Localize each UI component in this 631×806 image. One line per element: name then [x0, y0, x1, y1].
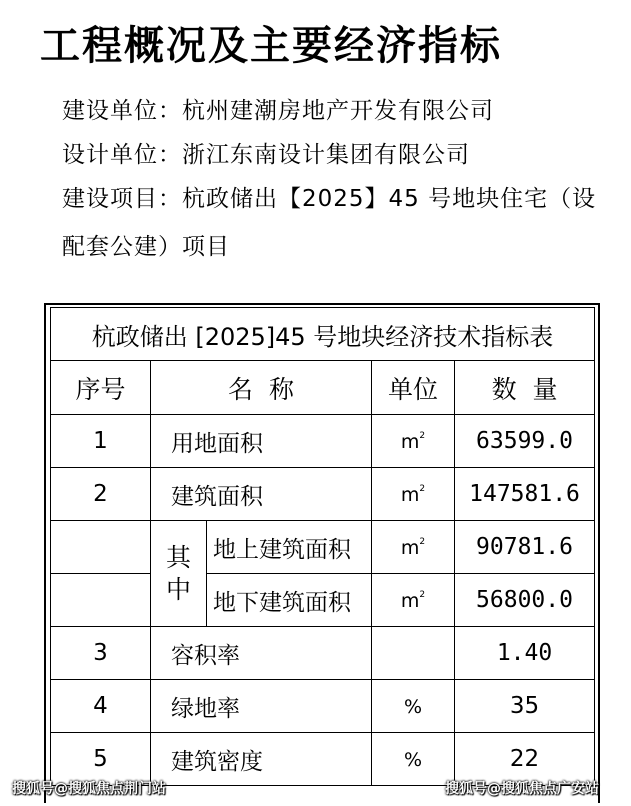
row-quantity: 56800.0 — [455, 574, 595, 627]
row-index: 1 — [51, 415, 151, 468]
header-index: 序号 — [51, 361, 151, 415]
indicator-table-container — [50, 307, 594, 786]
page-title: 工程概况及主要经济指标 — [40, 23, 502, 69]
row-index — [51, 521, 151, 574]
row-index: 2 — [51, 468, 151, 521]
row-unit — [372, 680, 455, 733]
unit-text: m — [400, 590, 420, 612]
row-name: 用地面积 — [151, 415, 372, 468]
indicator-table-frame — [44, 303, 600, 803]
row-name: 建筑面积 — [151, 468, 372, 521]
unit-superscript: 2 — [419, 431, 426, 441]
row-quantity: 22 — [455, 733, 595, 786]
header-unit: 单位 — [372, 361, 455, 415]
row-quantity: 63599.0 — [455, 415, 595, 468]
unit-superscript: 2 — [419, 537, 426, 547]
row-unit — [372, 627, 455, 680]
row-unit — [372, 468, 455, 521]
info-developer: 建设单位：杭州建潮房地产开发有限公司 — [62, 98, 494, 124]
row-unit — [372, 574, 455, 627]
info-project-continued: 配套公建）项目 — [62, 234, 230, 260]
row-index: 4 — [51, 680, 151, 733]
table-row — [51, 680, 595, 733]
row-quantity: 90781.6 — [455, 521, 595, 574]
row-name: 地下建筑面积 — [207, 574, 372, 627]
row-quantity: 147581.6 — [455, 468, 595, 521]
table-row — [51, 468, 595, 521]
table-caption: 杭政储出 [2025]45 号地块经济技术指标表 — [51, 308, 595, 361]
row-name: 容积率 — [151, 627, 372, 680]
indicator-table — [50, 307, 595, 786]
group-label: 其中 — [165, 542, 191, 604]
row-unit — [372, 415, 455, 468]
table-row — [51, 627, 595, 680]
unit-superscript: 2 — [419, 590, 426, 600]
row-index — [51, 574, 151, 627]
row-unit — [372, 521, 455, 574]
table-row — [51, 574, 595, 627]
row-unit — [372, 733, 455, 786]
row-quantity: 1.40 — [455, 627, 595, 680]
header-quantity: 数 量 — [455, 361, 595, 415]
row-name: 地上建筑面积 — [207, 521, 372, 574]
table-row — [51, 415, 595, 468]
unit-text: m — [400, 484, 420, 506]
unit-text: m — [400, 431, 420, 453]
row-name: 绿地率 — [151, 680, 372, 733]
unit-text: % — [403, 696, 423, 718]
row-index: 3 — [51, 627, 151, 680]
row-quantity: 35 — [455, 680, 595, 733]
table-row — [51, 521, 595, 574]
watermark-left: 搜狐号@搜狐焦点荆门站 — [12, 781, 166, 797]
header-name: 名 称 — [151, 361, 372, 415]
unit-text: % — [403, 749, 423, 771]
group-label-cell — [151, 521, 207, 627]
row-index: 5 — [51, 733, 151, 786]
unit-superscript: 2 — [419, 484, 426, 494]
info-project: 建设项目：杭政储出【2025】45 号地块住宅（设 — [62, 186, 597, 212]
watermark-right: 搜狐号@搜狐焦点广安站 — [445, 781, 599, 797]
unit-text: m — [400, 537, 420, 559]
info-designer: 设计单位：浙江东南设计集团有限公司 — [62, 142, 470, 168]
row-name: 建筑密度 — [151, 733, 372, 786]
